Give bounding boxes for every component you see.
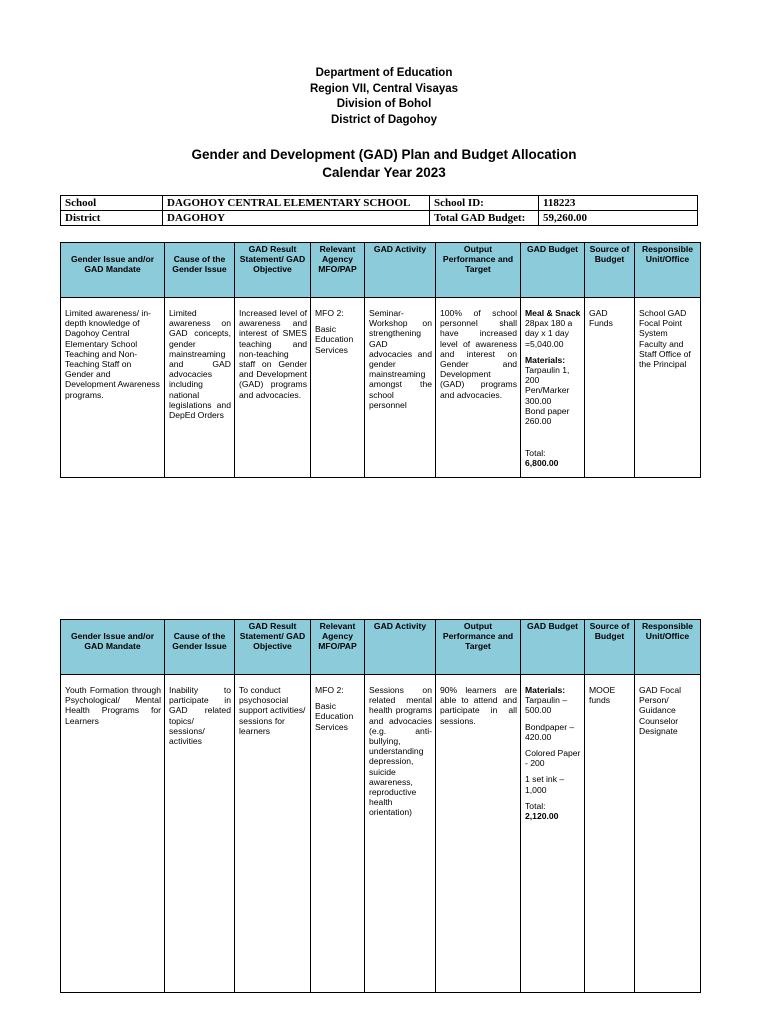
col-agency: Relevant Agency MFO/PAP xyxy=(311,620,365,675)
col-budget: GAD Budget xyxy=(521,620,585,675)
district-value: DAGOHOY xyxy=(163,211,430,226)
office-heading xyxy=(0,66,768,128)
col-result: GAD Result Statement/ GAD Objective xyxy=(235,620,311,675)
responsible-cell: GAD Focal Person/ Guidance Counselor Designate xyxy=(635,675,701,993)
col-activity: GAD Activity xyxy=(365,620,436,675)
col-output: Output Performance and Target xyxy=(436,620,521,675)
budget-cell xyxy=(521,675,585,993)
plan-title: Gender and Development (GAD) Plan and Budget Allocation xyxy=(191,147,577,162)
col-responsible: Responsible Unit/Office xyxy=(635,620,701,675)
district-name: District of Dagohoy xyxy=(330,113,438,126)
col-cause: Cause of the Gender Issue xyxy=(165,620,235,675)
budget-label: Total GAD Budget: xyxy=(430,211,539,226)
gad-plan-table-2 xyxy=(60,619,701,993)
plan-year: Calendar Year 2023 xyxy=(322,165,446,180)
agency-name: Basic Education Services xyxy=(315,324,354,355)
budget-total: 2,120.00 xyxy=(525,811,559,822)
source-cell: MOOE funds xyxy=(585,675,635,993)
budget-item: Bondpaper – 420.00 xyxy=(525,721,575,742)
school-label: School xyxy=(61,196,163,211)
agency-code: MFO 2: xyxy=(315,308,344,318)
col-output: Output Performance and Target xyxy=(436,243,521,298)
gad-plan-table-1 xyxy=(60,242,701,478)
cause-cell: Limited awareness on GAD concepts, gender mainstreaming and GAD advocacies including national legislations and DepEd Orders xyxy=(165,298,235,478)
activity-cell: Seminar-Workshop on strengthening GAD advocacies and gender mainstreaming amongst the school personnel xyxy=(365,298,436,478)
division-name: Division of Bohol xyxy=(336,98,432,110)
budget-item: Tarpaulin – 500.00 xyxy=(525,695,568,716)
budget-value: 59,260.00 xyxy=(539,211,698,226)
source-cell: GAD Funds xyxy=(585,298,635,478)
budget-item: Bond paper 260.00 xyxy=(525,405,570,427)
col-issue: Gender Issue and/or GAD Mandate xyxy=(61,243,165,298)
region-name: Region VII, Central Visayas xyxy=(309,82,459,95)
agency-name: Basic Education Services xyxy=(315,701,354,732)
budget-item: 1 set ink – 1,000 xyxy=(525,774,565,795)
col-source: Source of Budget xyxy=(585,620,635,675)
budget-total-label: Total: xyxy=(525,448,546,459)
col-budget: GAD Budget xyxy=(521,243,585,298)
col-agency: Relevant Agency MFO/PAP xyxy=(311,243,365,298)
table-row xyxy=(61,675,701,993)
dept-name: Department of Education xyxy=(315,67,453,79)
issue-cell: Youth Formation through Psychological/ Mental Health Programs for Learners xyxy=(61,675,165,993)
table-header-row xyxy=(61,243,701,298)
issue-cell: Limited awareness/ in-depth knowledge of Dagohoy Central Elementary School Teaching and Non-Teaching Staff on Gender and Development Awareness programs. xyxy=(61,298,165,478)
agency-cell xyxy=(311,298,365,478)
budget-item: Pen/Marker 300.00 xyxy=(525,385,570,406)
table-row xyxy=(61,298,701,478)
output-cell: 100% of school personnel shall have increased level of awareness and interest on Gender and Development (GAD) programs and advocacies. xyxy=(436,298,521,478)
output-cell: 90% learners are able to attend and participate in all sessions. xyxy=(436,675,521,993)
school-value: DAGOHOY CENTRAL ELEMENTARY SCHOOL xyxy=(163,196,430,211)
document-title xyxy=(0,146,768,182)
budget-materials-label: Materials: xyxy=(525,354,566,365)
col-activity: GAD Activity xyxy=(365,243,436,298)
budget-total-label: Total: xyxy=(525,800,546,811)
agency-code: MFO 2: xyxy=(315,685,344,695)
budget-materials-label: Materials: xyxy=(525,685,566,695)
result-cell: To conduct psychosocial support activities/ sessions for learners xyxy=(235,675,311,993)
budget-meal-label: Meal & Snack xyxy=(525,308,581,318)
cause-cell: Inability to participate in GAD related topics/ sessions/ activities xyxy=(165,675,235,993)
budget-cell xyxy=(521,298,585,478)
result-cell: Increased level of awareness and interest of SMES teaching and non-teaching staff on Gender and Development (GAD) programs and advocacies. xyxy=(235,298,311,478)
school-info-table xyxy=(60,195,698,226)
col-responsible: Responsible Unit/Office xyxy=(635,243,701,298)
col-source: Source of Budget xyxy=(585,243,635,298)
school-row xyxy=(61,196,698,211)
budget-meal-detail: 28pax 180 a day x 1 day =5,040.00 xyxy=(525,318,573,349)
district-label: District xyxy=(61,211,163,226)
agency-cell xyxy=(311,675,365,993)
responsible-cell: School GAD Focal Point System Faculty and Staff Office of the Principal xyxy=(635,298,701,478)
col-cause: Cause of the Gender Issue xyxy=(165,243,235,298)
activity-cell: Sessions on related mental health programs and advocacies (e.g. anti-bullying, understanding depression, suicide awareness, reproductive health orientation) xyxy=(365,675,436,993)
table-header-row xyxy=(61,620,701,675)
col-result: GAD Result Statement/ GAD Objective xyxy=(235,243,311,298)
school-id-label: School ID: xyxy=(430,196,539,211)
district-row xyxy=(61,211,698,226)
school-id-value: 118223 xyxy=(539,196,698,211)
budget-total: 6,800.00 xyxy=(525,458,559,469)
col-issue: Gender Issue and/or GAD Mandate xyxy=(61,620,165,675)
budget-item: Tarpaulin 1, 200 xyxy=(525,365,570,386)
budget-item: Colored Paper - 200 xyxy=(525,748,581,769)
